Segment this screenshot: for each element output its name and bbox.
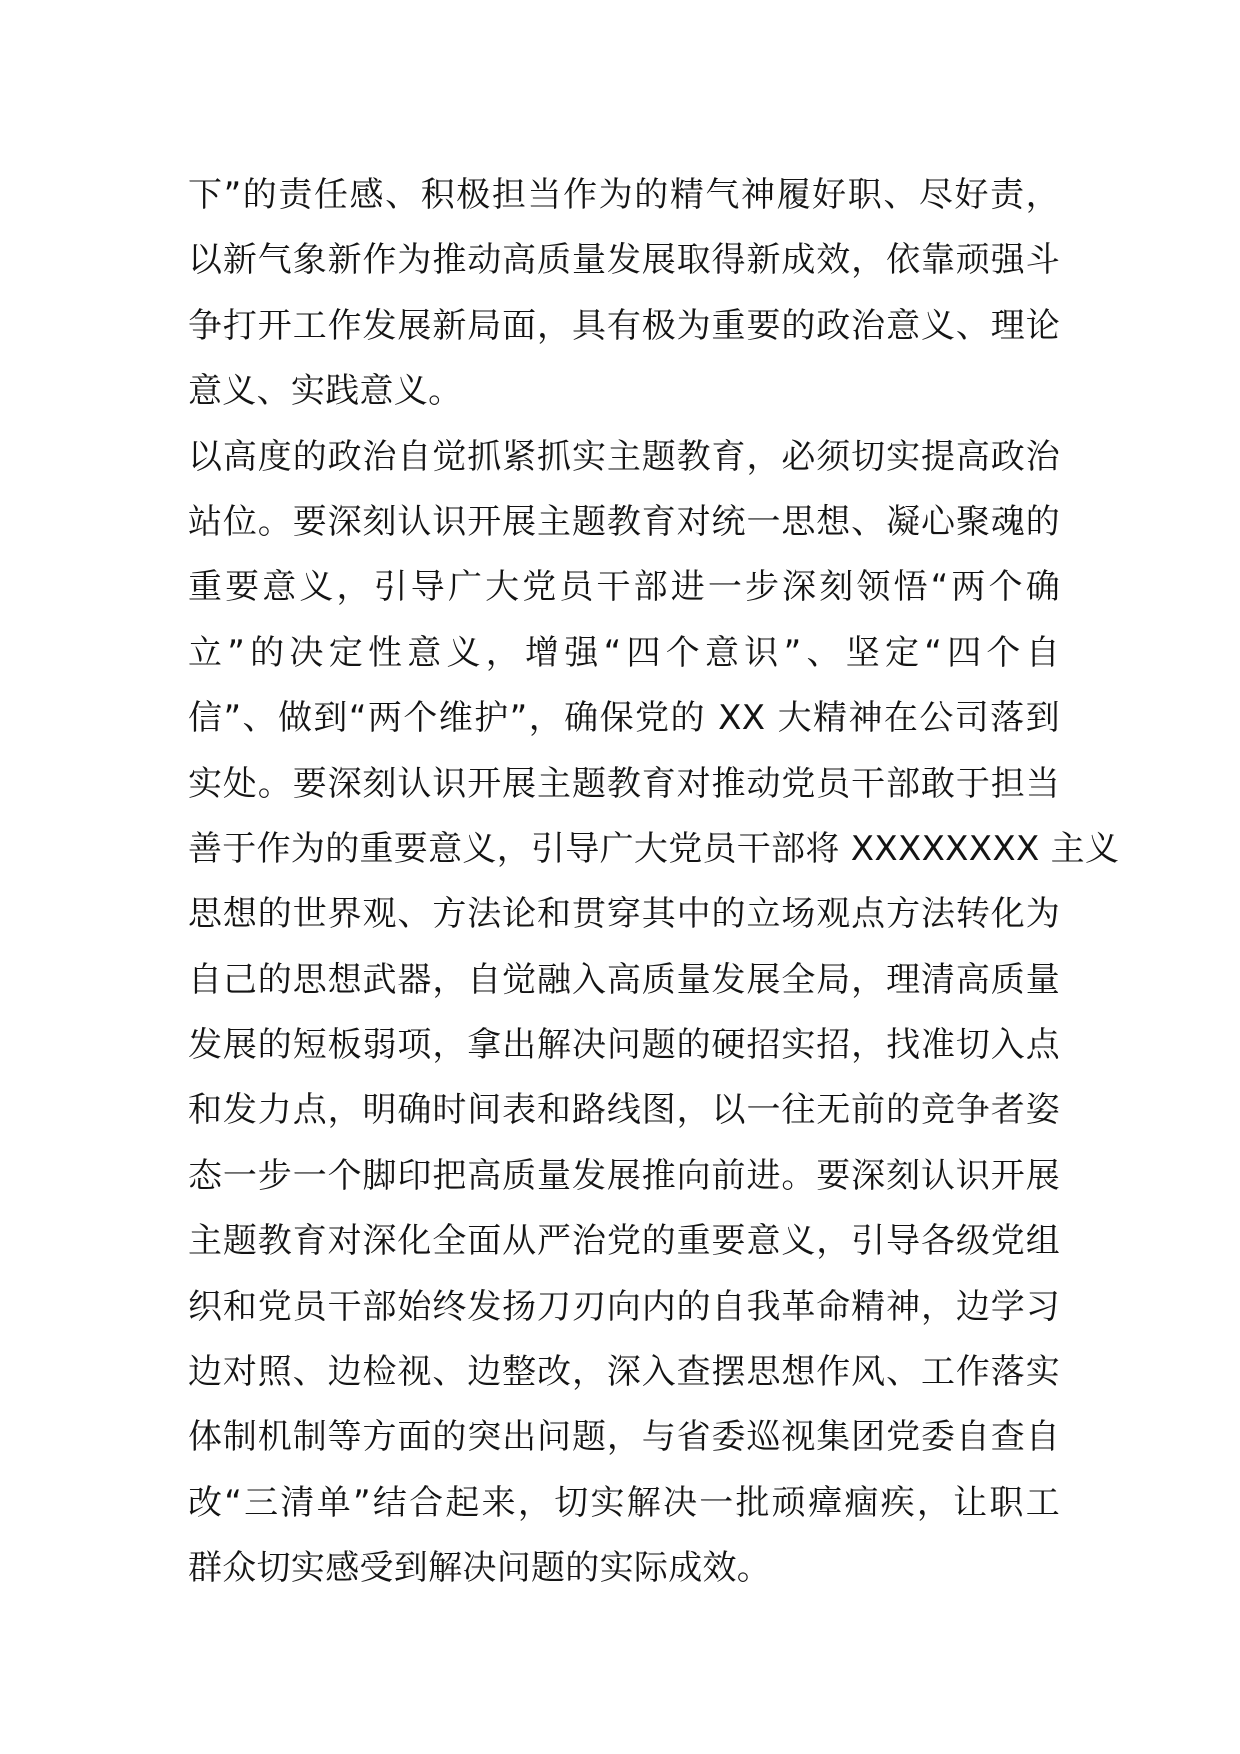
text-line: 织和党员干部始终发扬刀刃向内的自我革命精神，边学习	[188, 1286, 1060, 1327]
text-line: 主题教育对深化全面从严治党的重要意义，引导各级党组	[188, 1221, 1060, 1262]
text-line: 信”、做到“两个维护”，确保党的 XX 大精神在公司落到	[188, 698, 1060, 739]
text-line: 改“三清单”结合起来，切实解决一批顽瘴痼疾，让职工	[188, 1482, 1060, 1523]
text-line: 思想的世界观、方法论和贯穿其中的立场观点方法转化为	[188, 894, 1060, 935]
text-line: 以新气象新作为推动高质量发展取得新成效，依靠顽强斗	[188, 240, 1060, 281]
paragraph-2	[188, 425, 1120, 1602]
text-line: 以高度的政治自觉抓紧抓实主题教育，必须切实提高政治	[188, 436, 1060, 477]
text-line: 自己的思想武器，自觉融入高质量发展全局，理清高质量	[188, 959, 1060, 1000]
document-body	[188, 163, 1120, 1602]
text-line: 善于作为的重要意义，引导广大党员干部将 XXXXXXXX 主义	[188, 828, 1120, 869]
text-line: 意义、实践意义。	[188, 371, 463, 412]
paragraph-1	[188, 163, 1060, 425]
text-line: 体制机制等方面的突出问题，与省委巡视集团党委自查自	[188, 1417, 1060, 1458]
text-line: 实处。要深刻认识开展主题教育对推动党员干部敢于担当	[188, 763, 1060, 804]
text-line: 态一步一个脚印把高质量发展推向前进。要深刻认识开展	[188, 1155, 1060, 1196]
text-line: 立”的决定性意义，增强“四个意识”、坚定“四个自	[188, 632, 1060, 673]
text-line: 争打开工作发展新局面，具有极为重要的政治意义、理论	[188, 305, 1060, 346]
text-line: 站位。要深刻认识开展主题教育对统一思想、凝心聚魂的	[188, 501, 1060, 542]
text-line: 下”的责任感、积极担当作为的精气神履好职、尽好责，	[188, 175, 1060, 215]
text-line: 重要意义，引导广大党员干部进一步深刻领悟“两个确	[188, 567, 1060, 608]
text-line: 发展的短板弱项，拿出解决问题的硬招实招，找准切入点	[188, 1025, 1060, 1066]
text-line: 边对照、边检视、边整改，深入查摆思想作风、工作落实	[188, 1352, 1060, 1393]
text-line: 群众切实感受到解决问题的实际成效。	[188, 1548, 772, 1589]
text-line: 和发力点，明确时间表和路线图，以一往无前的竞争者姿	[188, 1090, 1060, 1131]
